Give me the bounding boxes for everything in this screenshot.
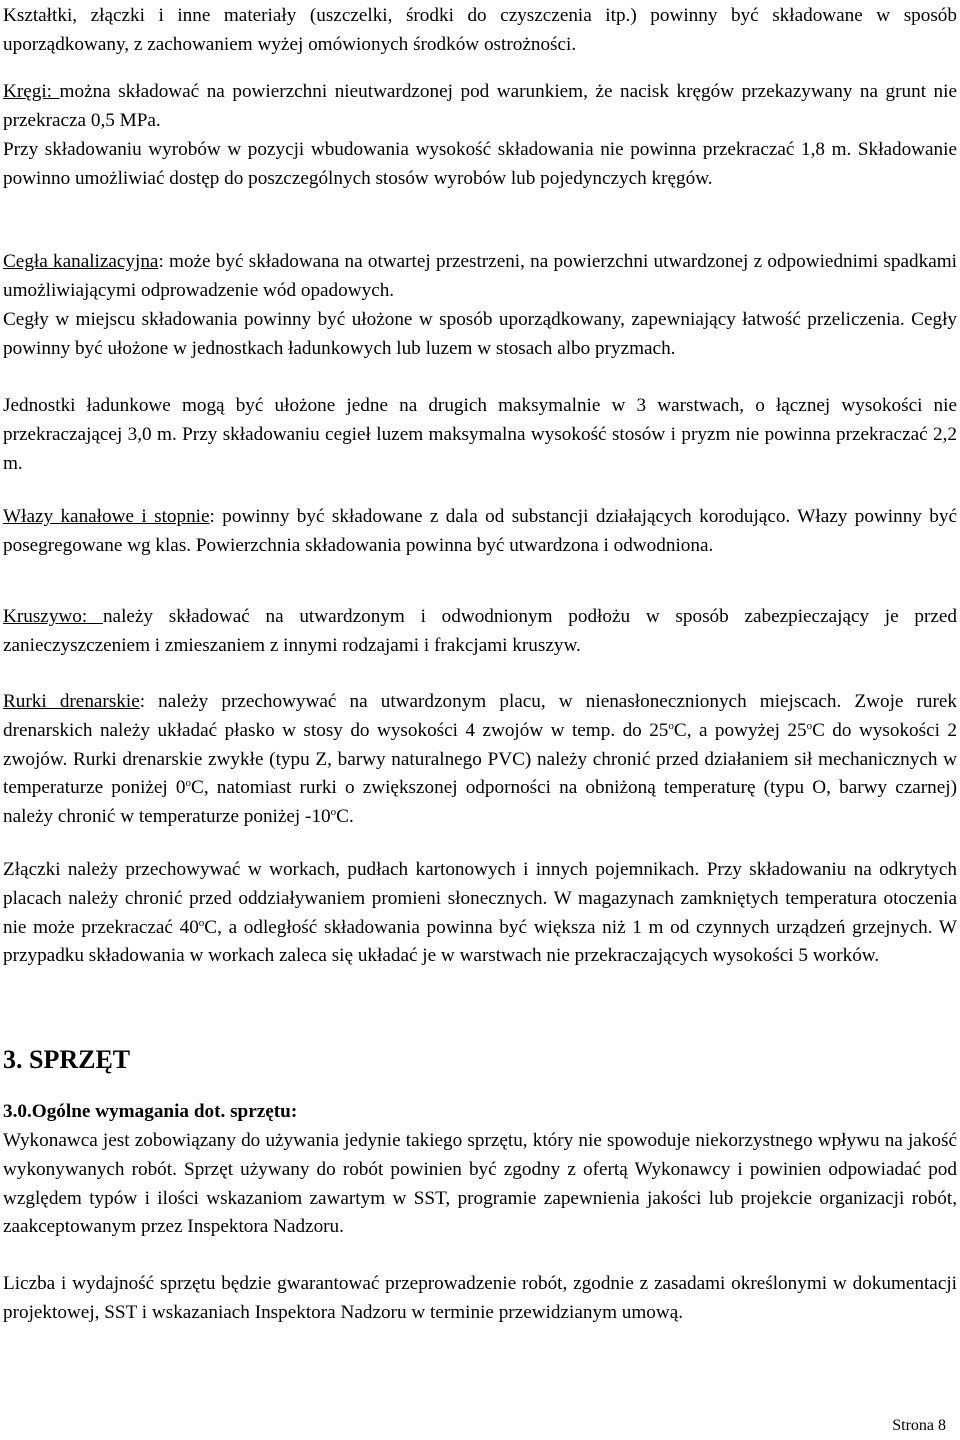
paragraph-rurki — [3, 688, 957, 832]
rurki-text-3: C do wysokości 2 zwojów. Rurki drenarskie zwykłe (typu Z, barwy naturalnego PVC) należy chronić przed działaniem sił mechanicznych w temperaturze poniżej 0 — [3, 719, 957, 799]
paragraph-cegla — [3, 248, 957, 306]
kregi-text: można składować na powierzchni nieutwardzonej pod warunkiem, że nacisk kręgów przekazywany na grunt nie przekracza 0,5 MPa. — [3, 81, 957, 131]
rurki-text-2: C, a powyżej 25 — [673, 719, 807, 741]
degree-sup: o — [668, 719, 674, 732]
degree-sup: o — [198, 916, 205, 929]
rurki-text-5: C. — [336, 806, 354, 828]
zlaczki-text-1: Złączki należy przechowywać w workach, pudłach kartonowych i innych pojemnikach. Przy składowaniu na odkrytych placach należy chronić przed oddziaływaniem promieni słonecznych. W magazynach zamkniętych temperatura otoczenia nie może przekraczać 40 — [3, 859, 957, 938]
section-heading: 3. SPRZĘT — [3, 1045, 131, 1074]
zlaczki-text-2: C, a odległość składowania powinna być większa niż 1 m od czynnych urządzeń grzejnych. W przypadku składowania w workach zaleca się układać je w warstwach nie przekraczających wysokości 5 worków. — [3, 916, 957, 967]
rurki-label: Rurki drenarskie — [3, 691, 140, 712]
cegla-text: : może być składowana na otwartej przestrzeni, na powierzchni utwardzonej z odpowiednimi spadkami umożliwiającymi odprowadzenie wód opadowych. — [3, 251, 957, 301]
degree-sup: o — [185, 777, 192, 790]
paragraph-kregi-2: Przy składowaniu wyrobów w pozycji wbudowania wysokość składowania nie powinna przekraczać 1,8 m. Składowanie powinno umożliwiać dostęp do poszczególnych stosów wyrobów lub pojedynczych kręgów. — [3, 139, 957, 189]
cegla-label: Cegła kanalizacyjna — [3, 251, 159, 272]
degree-sup: o — [330, 806, 337, 819]
paragraph-sprzet-2: Liczba i wydajność sprzętu będzie gwarantować przeprowadzenie robót, zgodnie z zasadami określonymi w dokumentacji projektowej, SST i wskazaniach Inspektora Nadzoru w terminie przewidzianym umową. — [3, 1273, 957, 1323]
page-number: Strona 8 — [892, 1417, 946, 1434]
paragraph-kregi — [3, 78, 957, 136]
wlazy-text: : powinny być składowane z dala od substancji działających korodująco. Włazy powinny być posegregowane wg klas. Powierzchnia składowania powinna być utwardzona i odwodniona. — [3, 506, 957, 556]
kruszywo-text: należy składować na utwardzonym i odwodnionym podłożu w sposób zabezpieczający je przed zanieczyszczeniem i zmieszaniem z innymi rodzajami i frakcjami kruszyw. — [3, 606, 958, 656]
paragraph-wlazy — [3, 503, 957, 561]
paragraph-ksztaltki: Kształtki, złączki i inne materiały (uszczelki, środki do czyszczenia itp.) powinny być składowane w sposób uporządkowany, z zachowaniem wyżej omówionych środków ostrożności. — [3, 5, 957, 55]
subsection-heading: 3.0.Ogólne wymagania dot. sprzętu: — [3, 1101, 298, 1122]
rurki-text-1: : należy przechowywać na utwardzonym placu, w nienasłonecznionych miejscach. Zwoje rurek drenarskich należy układać płasko w stosy do wysokości 4 zwojów w temp. do 25 — [3, 691, 958, 741]
rurki-text-4: C, natomiast rurki o zwiększonej odporności na obniżoną temperaturę (typu O, barwy czarnej) należy chronić w temperaturze poniżej -10 — [3, 777, 957, 828]
paragraph-zlaczki — [3, 856, 957, 971]
paragraph-cegla-3: Jednostki ładunkowe mogą być ułożone jedne na drugich maksymalnie w 3 warstwach, o łącznej wysokości nie przekraczającej 3,0 m. Przy składowaniu cegieł luzem maksymalna wysokość stosów i pryzm nie powinna przekraczać 2,2 m. — [3, 395, 957, 474]
paragraph-sprzet-1: Wykonawca jest zobowiązany do używania jedynie takiego sprzętu, który nie spowoduje niekorzystnego wpływu na jakość wykonywanych robót. Sprzęt używany do robót powinien być zgodny z ofertą Wykonawcy i powinien odpowiadać pod względem typów i ilości wskazaniom zawartym w SST, programie zapewnienia jakości lub projekcie organizacji robót, zaakceptowanym przez Inspektora Nadzoru. — [3, 1130, 957, 1238]
paragraph-kruszywo — [3, 603, 957, 661]
degree-sup: o — [806, 719, 813, 732]
kruszywo-label: Kruszywo: — [3, 606, 103, 627]
paragraph-cegla-2: Cegły w miejscu składowania powinny być ułożone w sposób uporządkowany, zapewniający łatwość przeliczenia. Cegły powinny być ułożone w jednostkach ładunkowych lub luzem w stosach albo pryzmach. — [3, 309, 957, 359]
kregi-label: Kręgi: — [3, 81, 60, 102]
wlazy-label: Włazy kanałowe i stopnie — [3, 506, 210, 527]
